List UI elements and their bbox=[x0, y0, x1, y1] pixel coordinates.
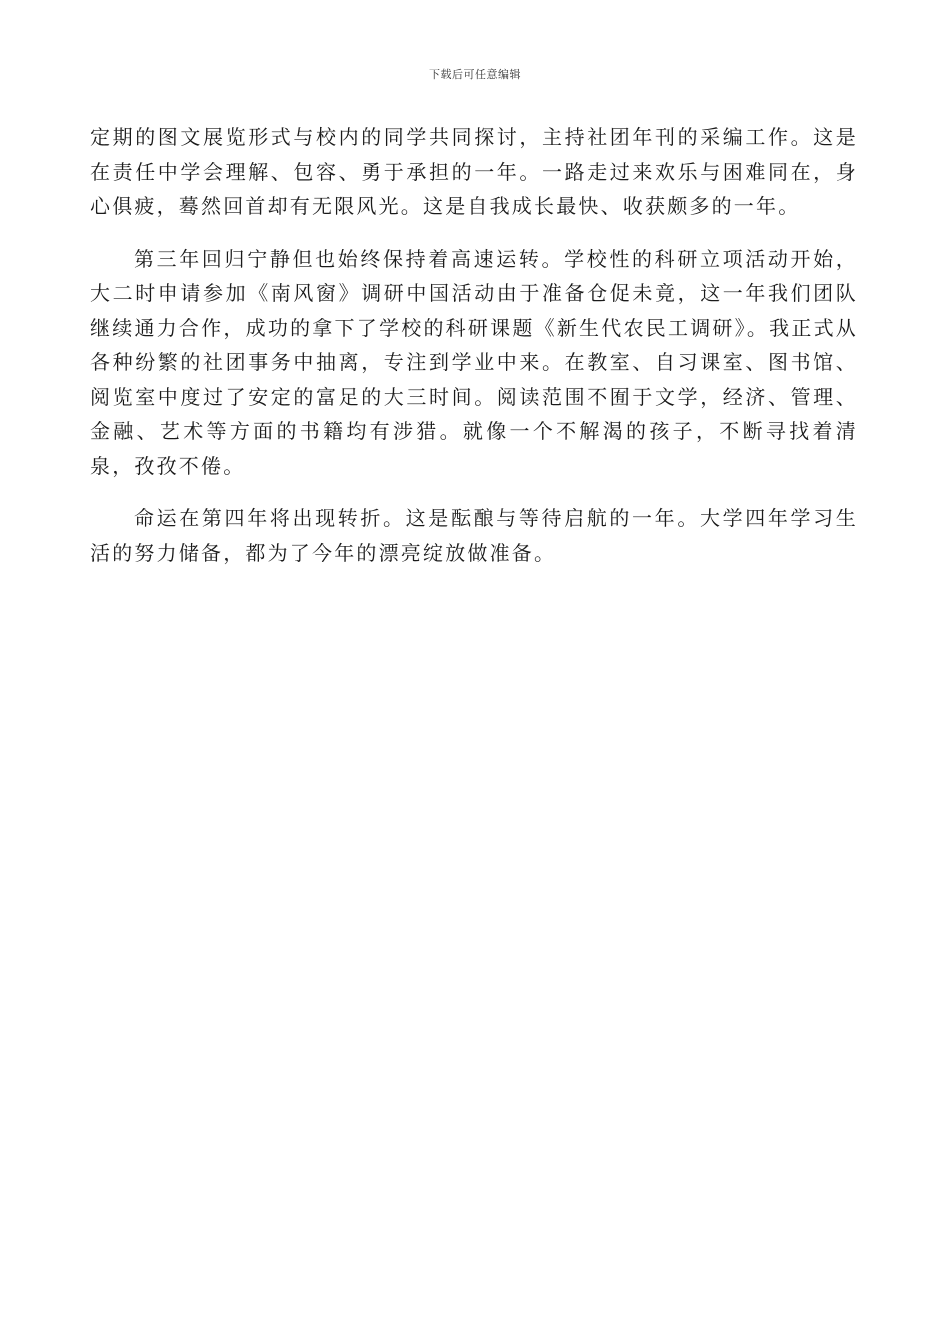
paragraph-continued: 定期的图文展览形式与校内的同学共同探讨，主持社团年刊的采编工作。这是在责任中学会理解、包容、勇于承担的一年。一路走过来欢乐与困难同在，身心俱疲，蓦然回首却有无限风光。这是自我成长最快、收获颇多的一年。 bbox=[90, 125, 858, 218]
page-header: 下载后可任意编辑 bbox=[429, 68, 521, 81]
document-body bbox=[90, 120, 858, 570]
paragraph-fourth-year: 命运在第四年将出现转折。这是酝酿与等待启航的一年。大学四年学习生活的努力储备，都为了今年的漂亮绽放做准备。 bbox=[90, 506, 858, 565]
paragraph-third-year: 第三年回归宁静但也始终保持着高速运转。学校性的科研立项活动开始，大二时申请参加《南风窗》调研中国活动由于准备仓促未竟，这一年我们团队继续通力合作，成功的拿下了学校的科研课题《新生代农民工调研》。我正式从各种纷繁的社团事务中抽离，专注到学业中来。在教室、自习课室、图书馆、阅览室中度过了安定的富足的大三时间。阅读范围不囿于文学，经济、管理、金融、艺术等方面的书籍均有涉猎。就像一个不解渴的孩子，不断寻找着清泉，孜孜不倦。 bbox=[90, 246, 858, 478]
